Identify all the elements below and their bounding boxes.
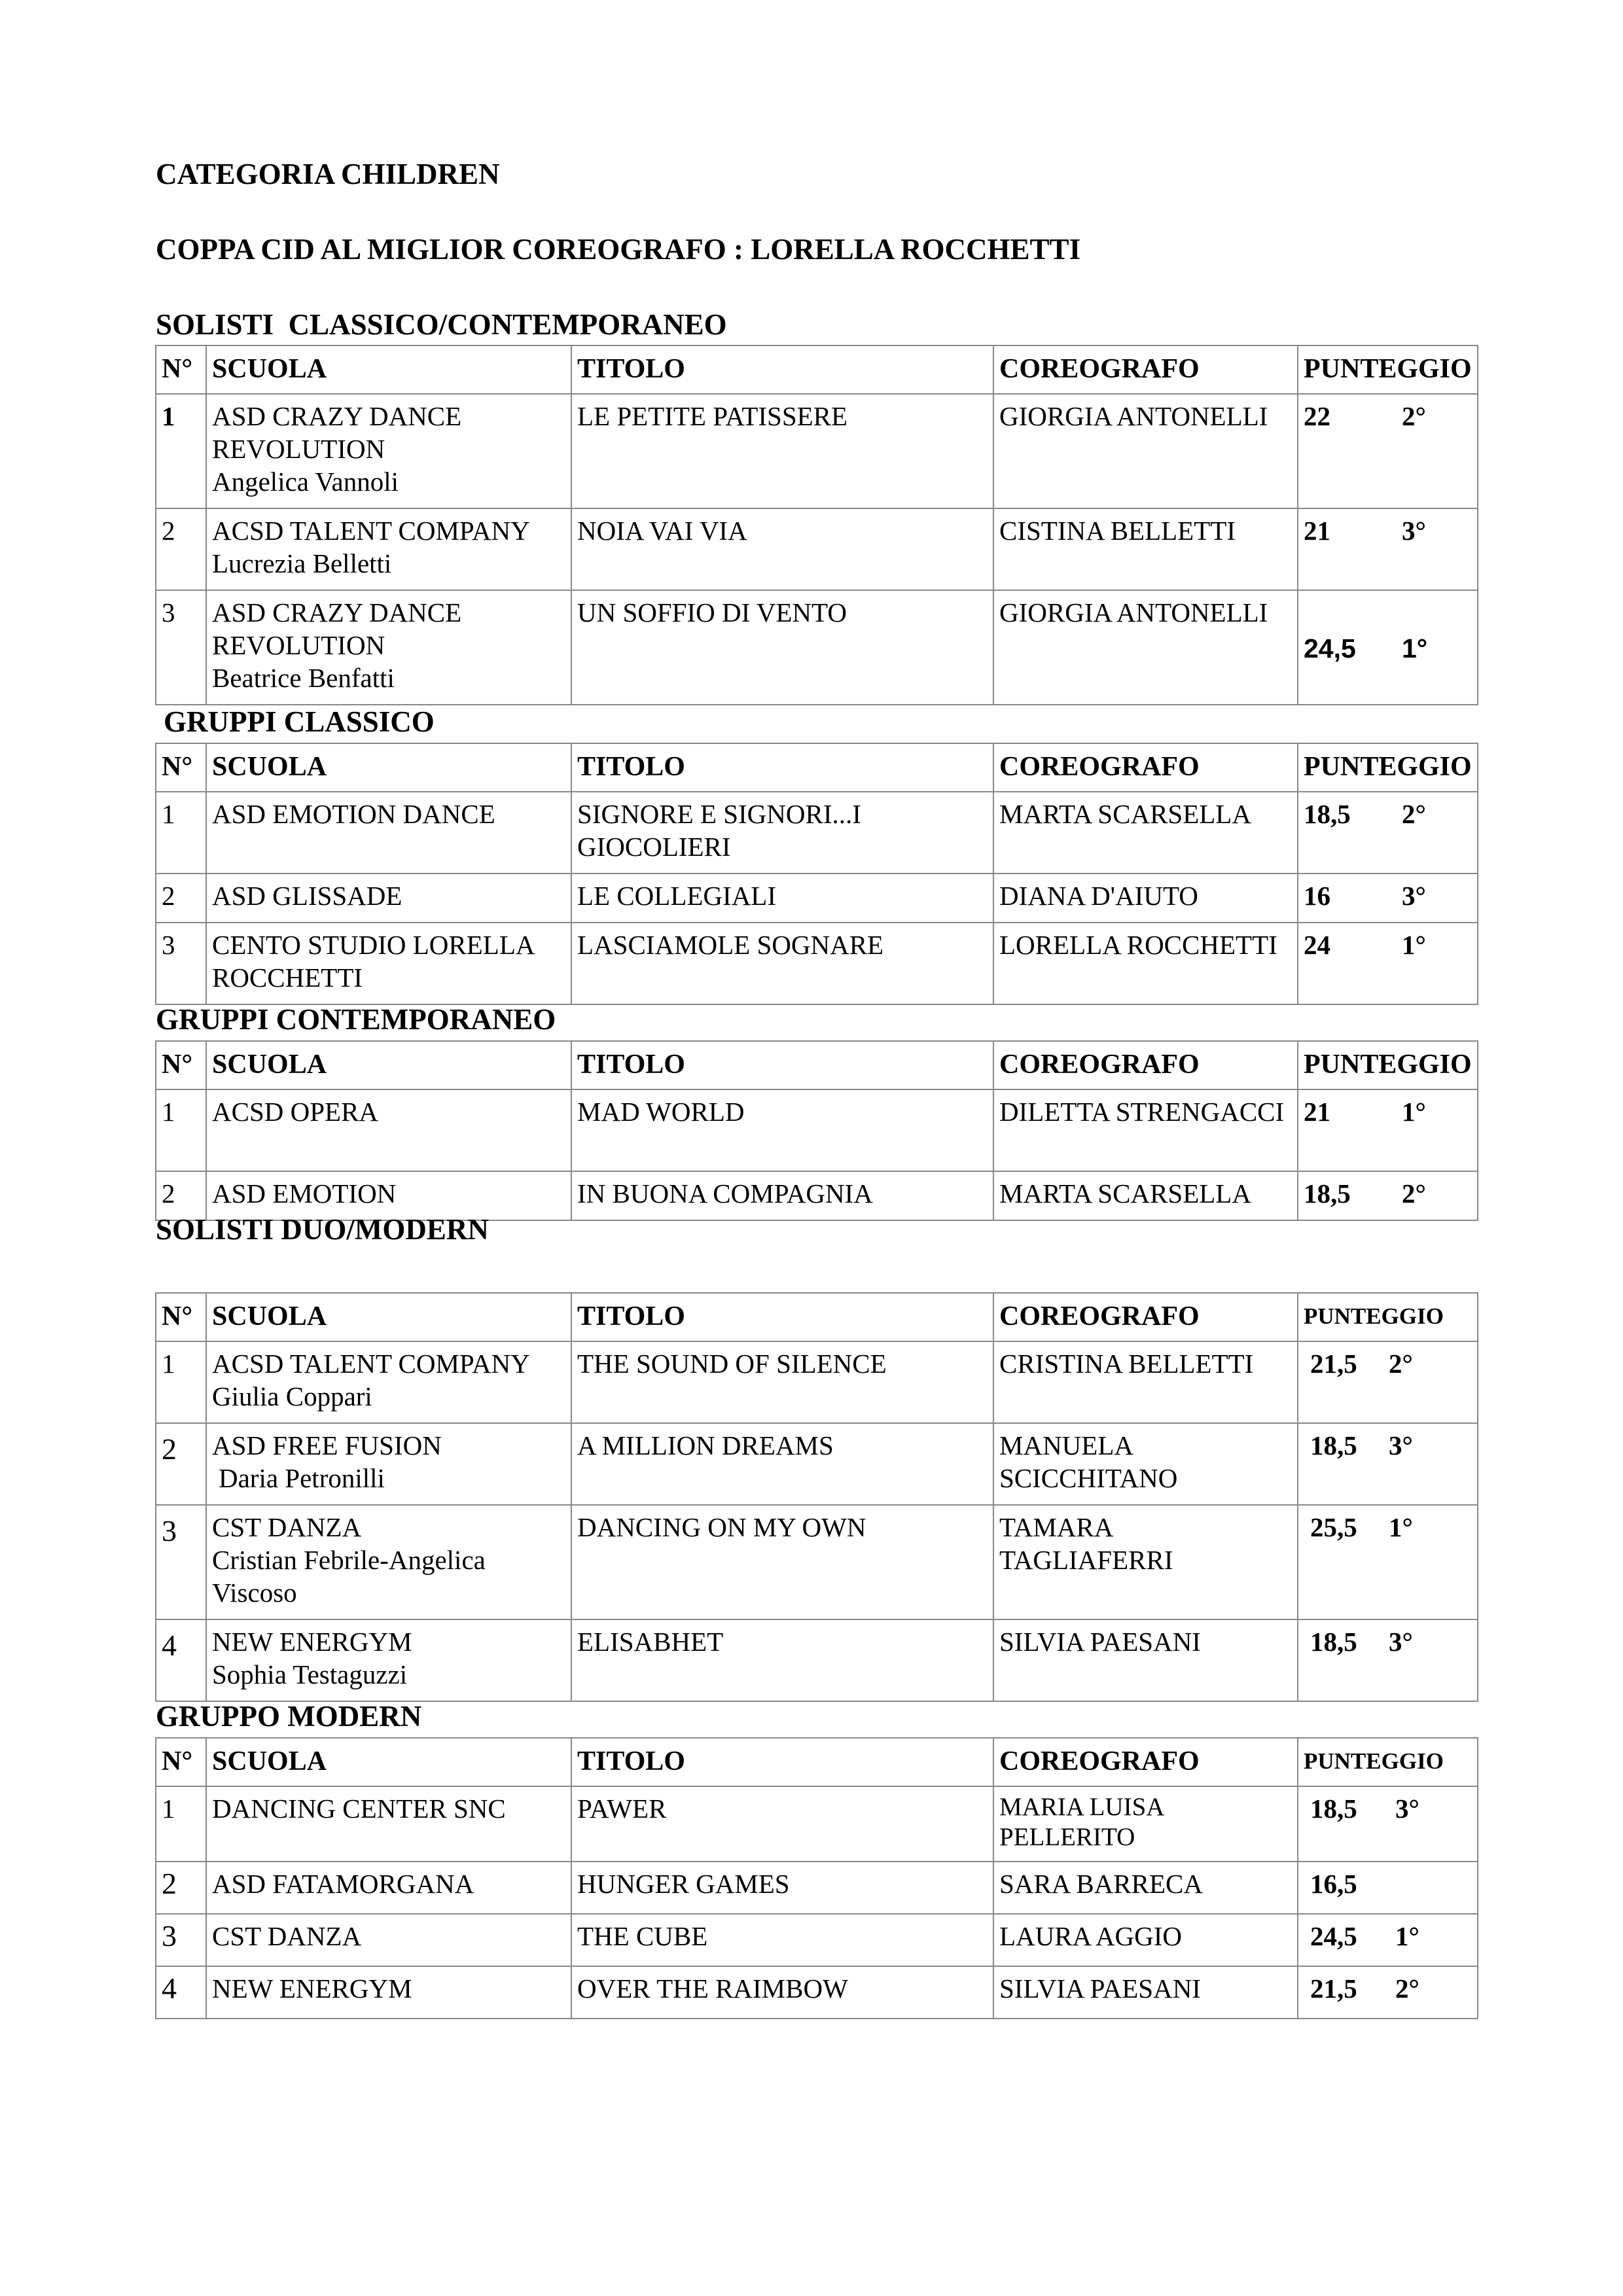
row-number: 4: [156, 1966, 206, 2019]
row-number: 1: [156, 394, 206, 508]
row-number: 3: [156, 1505, 206, 1619]
placement: 1°: [1389, 1512, 1413, 1542]
row-number: 1: [156, 1786, 206, 1862]
row-title: OVER THE RAIMBOW: [571, 1966, 993, 2019]
col-header-school: SCUOLA: [206, 1041, 571, 1089]
row-title: SIGNORE E SIGNORI...I GIOCOLIERI: [571, 792, 993, 874]
school-name: ASD CRAZY DANCE REVOLUTION: [212, 401, 462, 464]
row-title: A MILLION DREAMS: [571, 1423, 993, 1505]
row-choreographer: CISTINA BELLETTI: [993, 508, 1298, 590]
score-value: 18,5: [1304, 799, 1351, 829]
col-header-choreographer: COREOGRAFO: [993, 743, 1298, 792]
row-number: 1: [156, 1089, 206, 1171]
col-header-score: PUNTEGGIO: [1298, 1041, 1478, 1089]
row-school: NEW ENERGYM: [206, 1966, 571, 2019]
col-header-score: PUNTEGGIO: [1298, 1738, 1478, 1786]
row-score: [1298, 1966, 1478, 2019]
row-score: [1298, 1914, 1478, 1966]
row-choreographer: DILETTA STRENGACCI: [993, 1089, 1298, 1171]
col-header-title: TITOLO: [571, 345, 993, 394]
score-value: 21,5: [1310, 1973, 1357, 2004]
row-school: [206, 508, 571, 590]
performer-name: Beatrice Benfatti: [212, 663, 395, 693]
placement: 3°: [1389, 1627, 1413, 1657]
section-heading: SOLISTI DUO/MODERN: [156, 1213, 489, 1246]
table-row: [156, 1505, 1478, 1619]
score-value: 21: [1304, 1097, 1330, 1127]
row-title: IN BUONA COMPAGNIA: [571, 1171, 993, 1220]
row-score: [1298, 1786, 1478, 1862]
results-table: [155, 743, 1478, 1005]
col-header-choreographer: COREOGRAFO: [993, 1041, 1298, 1089]
placement: 3°: [1402, 881, 1426, 911]
row-choreographer: GIORGIA ANTONELLI: [993, 590, 1298, 705]
col-header-number: N°: [156, 1738, 206, 1786]
row-title: PAWER: [571, 1786, 993, 1862]
row-title: LE PETITE PATISSERE: [571, 394, 993, 508]
placement: 1°: [1402, 930, 1426, 960]
placement: 1°: [1402, 1097, 1426, 1127]
section-heading: GRUPPO MODERN: [156, 1700, 422, 1733]
row-school: ASD GLISSADE: [206, 874, 571, 923]
col-header-score: PUNTEGGIO: [1298, 743, 1478, 792]
row-title: LASCIAMOLE SOGNARE: [571, 923, 993, 1004]
table-header-row: [156, 1293, 1478, 1341]
row-choreographer: TAMARA TAGLIAFERRI: [993, 1505, 1298, 1619]
performer-name: Lucrezia Belletti: [212, 548, 392, 578]
school-name: CST DANZA: [212, 1512, 362, 1542]
score-value: 22: [1304, 401, 1330, 431]
category-heading: CATEGORIA CHILDREN: [156, 158, 500, 190]
placement: 1°: [1402, 633, 1428, 663]
row-number: 3: [156, 923, 206, 1004]
col-header-number: N°: [156, 743, 206, 792]
placement: 3°: [1402, 516, 1426, 546]
row-school: ACSD OPERA: [206, 1089, 571, 1171]
col-header-score: PUNTEGGIO: [1298, 1293, 1478, 1341]
row-choreographer: LAURA AGGIO: [993, 1914, 1298, 1966]
table-header-row: [156, 1041, 1478, 1089]
row-number: 1: [156, 792, 206, 874]
score-value: 18,5: [1310, 1627, 1357, 1657]
row-school: [206, 1341, 571, 1423]
placement: 2°: [1395, 1973, 1419, 2004]
row-title: MAD WORLD: [571, 1089, 993, 1171]
row-title: LE COLLEGIALI: [571, 874, 993, 923]
table-header-row: [156, 743, 1478, 792]
row-score: [1298, 1423, 1478, 1505]
row-school: ASD FATAMORGANA: [206, 1862, 571, 1914]
col-header-number: N°: [156, 1041, 206, 1089]
section-heading: SOLISTI CLASSICO/CONTEMPORANEO: [156, 308, 727, 341]
table-row: [156, 1862, 1478, 1914]
table-header-row: [156, 345, 1478, 394]
score-value: 24: [1304, 930, 1330, 960]
table-row: [156, 1619, 1478, 1701]
row-title: ELISABHET: [571, 1619, 993, 1701]
performer-name: Angelica Vannoli: [212, 467, 399, 497]
table-row: [156, 874, 1478, 923]
row-number: 2: [156, 1171, 206, 1220]
table-header-row: [156, 1738, 1478, 1786]
placement: 1°: [1395, 1921, 1419, 1951]
score-value: 16,5: [1310, 1869, 1357, 1899]
col-header-school: SCUOLA: [206, 743, 571, 792]
school-name: NEW ENERGYM: [212, 1627, 412, 1657]
placement: 3°: [1395, 1793, 1419, 1824]
row-number: 3: [156, 1914, 206, 1966]
row-school: [206, 590, 571, 705]
placement: 2°: [1402, 1178, 1426, 1209]
col-header-title: TITOLO: [571, 1041, 993, 1089]
row-school: ASD EMOTION: [206, 1171, 571, 1220]
col-header-school: SCUOLA: [206, 1293, 571, 1341]
score-value: 25,5: [1310, 1512, 1357, 1542]
table-row: [156, 590, 1478, 705]
placement: 2°: [1389, 1349, 1413, 1379]
row-choreographer: MANUELA SCICCHITANO: [993, 1423, 1298, 1505]
row-choreographer: DIANA D'AIUTO: [993, 874, 1298, 923]
row-score: [1298, 1862, 1478, 1914]
row-school: [206, 394, 571, 508]
score-value: 18,5: [1310, 1430, 1357, 1460]
row-score: [1298, 394, 1478, 508]
results-table: [155, 1737, 1478, 2019]
row-title: DANCING ON MY OWN: [571, 1505, 993, 1619]
row-title: NOIA VAI VIA: [571, 508, 993, 590]
performer-name: Daria Petronilli: [219, 1463, 385, 1493]
row-number: 1: [156, 1341, 206, 1423]
row-number: 3: [156, 590, 206, 705]
row-number: 2: [156, 1423, 206, 1505]
row-choreographer: SILVIA PAESANI: [993, 1619, 1298, 1701]
row-choreographer: LORELLA ROCCHETTI: [993, 923, 1298, 1004]
placement: 2°: [1402, 799, 1426, 829]
results-table: [155, 1040, 1478, 1221]
table-row: [156, 792, 1478, 874]
score-value: 16: [1304, 881, 1330, 911]
col-header-title: TITOLO: [571, 1738, 993, 1786]
col-header-choreographer: COREOGRAFO: [993, 1738, 1298, 1786]
table-row: [156, 508, 1478, 590]
score-value: 18,5: [1304, 1178, 1351, 1209]
table-row: [156, 1423, 1478, 1505]
placement: 3°: [1389, 1430, 1413, 1460]
school-name: ASD FREE FUSION: [212, 1430, 442, 1460]
results-table: [155, 1292, 1478, 1702]
row-school: [206, 1505, 571, 1619]
row-choreographer: SARA BARRECA: [993, 1862, 1298, 1914]
award-heading: COPPA CID AL MIGLIOR COREOGRAFO : LORELLA ROCCHETTI: [156, 233, 1081, 266]
performer-name: Cristian Febrile-Angelica Viscoso: [212, 1545, 486, 1608]
row-choreographer: SILVIA PAESANI: [993, 1966, 1298, 2019]
table-row: [156, 1089, 1478, 1171]
row-title: UN SOFFIO DI VENTO: [571, 590, 993, 705]
placement: 2°: [1402, 401, 1426, 431]
row-title: THE SOUND OF SILENCE: [571, 1341, 993, 1423]
row-school: CST DANZA: [206, 1914, 571, 1966]
row-school: [206, 1423, 571, 1505]
score-value: 24,5: [1304, 633, 1356, 663]
row-choreographer: CRISTINA BELLETTI: [993, 1341, 1298, 1423]
score-value: 18,5: [1310, 1793, 1357, 1824]
performer-name: Sophia Testaguzzi: [212, 1659, 408, 1689]
row-score: [1298, 792, 1478, 874]
section-heading: GRUPPI CONTEMPORANEO: [156, 1003, 556, 1036]
school-name: ACSD TALENT COMPANY: [212, 1349, 530, 1379]
row-score: [1298, 508, 1478, 590]
row-title: HUNGER GAMES: [571, 1862, 993, 1914]
col-header-choreographer: COREOGRAFO: [993, 345, 1298, 394]
row-school: CENTO STUDIO LORELLA ROCCHETTI: [206, 923, 571, 1004]
row-number: 2: [156, 874, 206, 923]
row-choreographer: MARTA SCARSELLA: [993, 792, 1298, 874]
results-table: [155, 345, 1478, 705]
row-number: 4: [156, 1619, 206, 1701]
col-header-school: SCUOLA: [206, 345, 571, 394]
col-header-choreographer: COREOGRAFO: [993, 1293, 1298, 1341]
school-name: ACSD TALENT COMPANY: [212, 516, 530, 546]
school-name: ASD CRAZY DANCE REVOLUTION: [212, 597, 462, 660]
row-choreographer: MARTA SCARSELLA: [993, 1171, 1298, 1220]
section-heading: GRUPPI CLASSICO: [164, 705, 435, 738]
row-choreographer: GIORGIA ANTONELLI: [993, 394, 1298, 508]
col-header-score: PUNTEGGIO: [1298, 345, 1478, 394]
row-score: [1298, 1171, 1478, 1220]
row-score: [1298, 1341, 1478, 1423]
table-row: [156, 1786, 1478, 1862]
table-row: [156, 394, 1478, 508]
row-score: [1298, 1619, 1478, 1701]
row-school: ASD EMOTION DANCE: [206, 792, 571, 874]
col-header-title: TITOLO: [571, 743, 993, 792]
col-header-number: N°: [156, 345, 206, 394]
score-value: 21: [1304, 516, 1330, 546]
row-score: [1298, 1089, 1478, 1171]
row-school: [206, 1619, 571, 1701]
table-row: [156, 1914, 1478, 1966]
col-header-title: TITOLO: [571, 1293, 993, 1341]
col-header-school: SCUOLA: [206, 1738, 571, 1786]
row-choreographer: MARIA LUISA PELLERITO: [993, 1786, 1298, 1862]
row-school: DANCING CENTER SNC: [206, 1786, 571, 1862]
score-value: 21,5: [1310, 1349, 1357, 1379]
table-row: [156, 923, 1478, 1004]
row-title: THE CUBE: [571, 1914, 993, 1966]
row-number: 2: [156, 1862, 206, 1914]
row-score: [1298, 923, 1478, 1004]
col-header-number: N°: [156, 1293, 206, 1341]
table-row: [156, 1341, 1478, 1423]
row-score: [1298, 874, 1478, 923]
row-score: [1298, 1505, 1478, 1619]
score-value: 24,5: [1310, 1921, 1357, 1951]
table-row: [156, 1966, 1478, 2019]
row-score: [1298, 590, 1478, 705]
row-number: 2: [156, 508, 206, 590]
performer-name: Giulia Coppari: [212, 1381, 372, 1411]
